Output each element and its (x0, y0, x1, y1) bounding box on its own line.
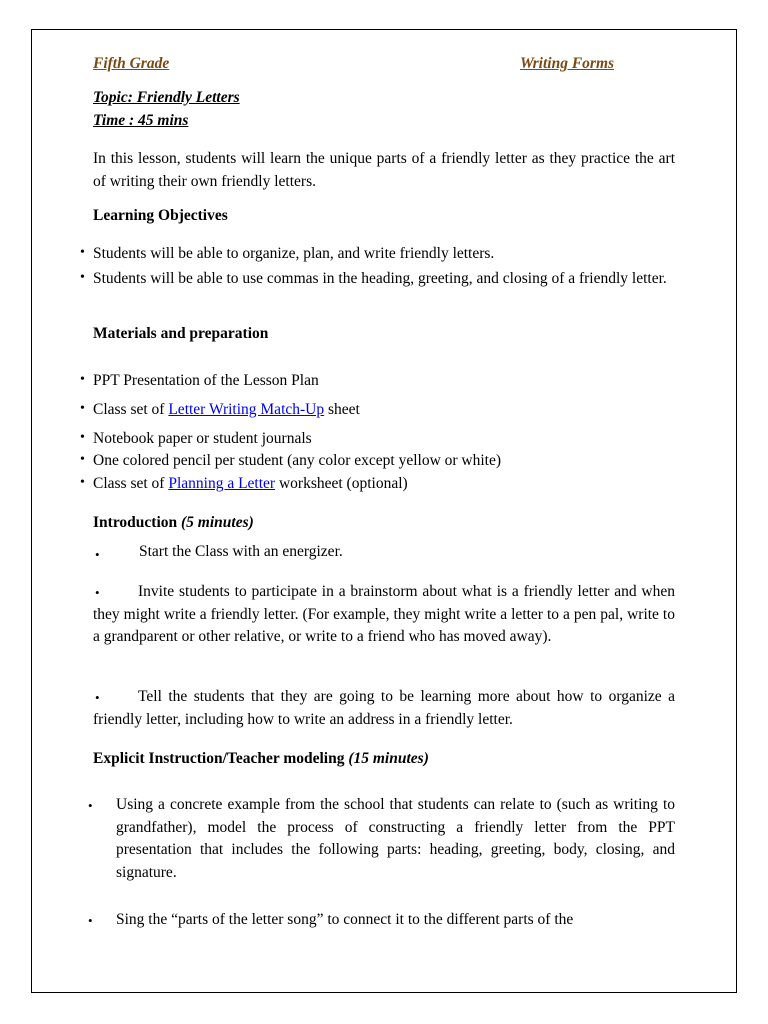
bullet-icon: • (80, 270, 85, 285)
bullet-icon: • (95, 585, 100, 600)
grade-label: Fifth Grade (93, 55, 170, 72)
time-line: Time : 45 mins (93, 112, 189, 129)
introduction-duration: (5 minutes) (181, 514, 254, 531)
bullet-icon: • (80, 475, 85, 490)
introduction-heading: Introduction (5 minutes) (93, 514, 254, 531)
bullet-icon: • (95, 690, 100, 705)
bullet-icon: • (80, 401, 85, 416)
explicit-instruction-heading: Explicit Instruction/Teacher modeling (15 minutes) (93, 750, 429, 767)
materials-item: Notebook paper or student journals (93, 430, 312, 447)
bullet-icon: • (95, 547, 100, 562)
topic-line: Topic: Friendly Letters (93, 89, 240, 106)
materials-item: PPT Presentation of the Lesson Plan (93, 372, 319, 389)
explicit-item: Sing the “parts of the letter song” to connect it to the different parts of the (116, 911, 574, 928)
introduction-item: Start the Class with an energizer. (139, 543, 343, 560)
materials-item: One colored pencil per student (any color except yellow or white) (93, 452, 502, 469)
objective-item: Students will be able to use commas in the heading, greeting, and closing of a friendly letter. (93, 270, 667, 287)
bullet-icon: • (80, 430, 85, 445)
bullet-icon: • (80, 372, 85, 387)
materials-item: Class set of Planning a Letter worksheet (optional) (93, 475, 408, 492)
materials-item: Class set of Letter Writing Match-Up sheet (93, 401, 360, 418)
bullet-icon: • (88, 798, 93, 813)
introduction-item: Invite students to participate in a brainstorm about what is a friendly letter and when they might write a friendly letter. (For example, they might write a letter to a pen pal, write to a grandparent or other relative, or write to a friend who has moved away). (93, 583, 675, 645)
bullet-icon: • (88, 913, 93, 928)
subject-label: Writing Forms (520, 55, 615, 72)
intro-paragraph: In this lesson, students will learn the unique parts of a friendly letter as they practice the art of writing their own friendly letters. (93, 150, 675, 190)
objective-item: Students will be able to organize, plan, and write friendly letters. (93, 245, 495, 262)
bullet-icon: • (80, 452, 85, 467)
explicit-duration: (15 minutes) (348, 750, 429, 767)
letter-writing-match-up-link[interactable]: Letter Writing Match-Up (168, 401, 325, 418)
explicit-item: Using a concrete example from the school that students can relate to (such as writing to grandfather), model the process of constructing a friendly letter from the PPT presentation that includes the following parts: heading, greeting, body, closing, and signature. (116, 796, 675, 881)
bullet-icon: • (80, 245, 85, 260)
materials-heading: Materials and preparation (93, 325, 269, 342)
planning-a-letter-link[interactable]: Planning a Letter (168, 475, 276, 492)
introduction-item: Tell the students that they are going to be learning more about how to organize a friendly letter, including how to write an address in a friendly letter. (93, 688, 675, 728)
learning-objectives-heading: Learning Objectives (93, 207, 228, 224)
